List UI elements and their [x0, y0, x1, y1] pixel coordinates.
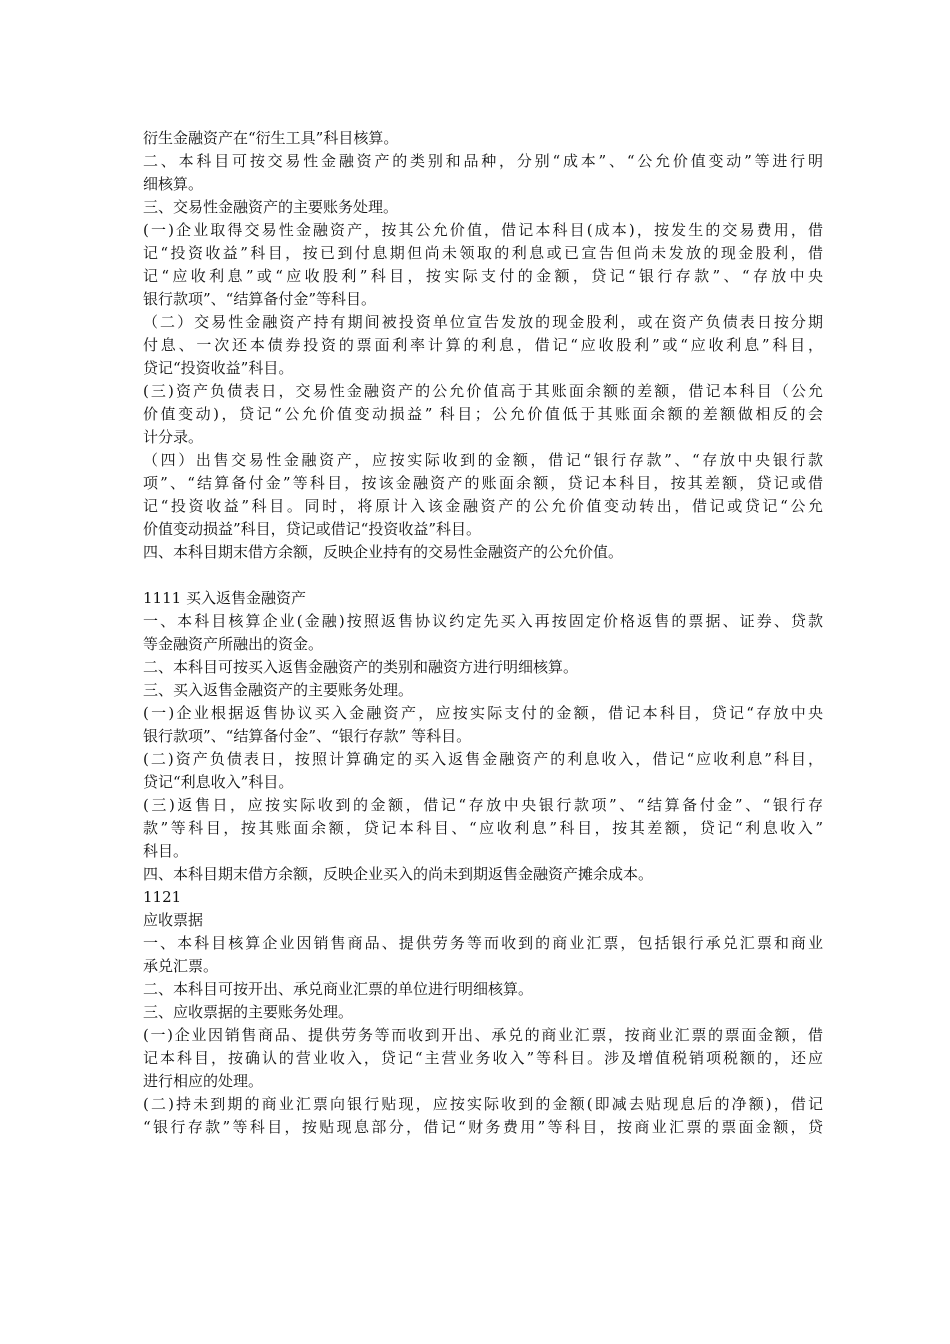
text-line: (二)持未到期的商业汇票向银行贴现，应按实际收到的金额(即减去贴现息后的净额)，借记 — [143, 1095, 823, 1113]
text-line: 记“投资收益”科目。同时，将原计入该金融资产的公允价值变动转出，借记或贷记“公允 — [143, 497, 823, 515]
text-line: 计分录。 — [143, 428, 204, 446]
text-line: 一、本科目核算企业因销售商品、提供劳务等而收到的商业汇票，包括银行承兑汇票和商业 — [143, 934, 823, 952]
text-line: 付息、一次还本债券投资的票面利率计算的利息，借记“应收股利”或“应收利息”科目， — [143, 336, 823, 354]
text-line: 价值变动损益”科目，贷记或借记“投资收益”科目。 — [143, 520, 482, 538]
text-line: 二、本科目可按交易性金融资产的类别和品种，分别“成本”、“公允价值变动”等进行明 — [143, 152, 823, 170]
text-line: (二)资产负债表日，按照计算确定的买入返售金融资产的利息收入，借记“应收利息”科目， — [143, 750, 823, 768]
text-line: 1111 买入返售金融资产 — [143, 589, 306, 607]
text-line: 一、本科目核算企业(金融)按照返售协议约定先买入再按固定价格返售的票据、证券、贷款 — [143, 612, 823, 630]
text-line: 价值变动)，贷记“公允价值变动损益” 科目；公允价值低于其账面余额的差额做相反的会 — [143, 405, 823, 423]
text-line: 进行相应的处理。 — [143, 1072, 264, 1090]
text-line: (一)企业取得交易性金融资产，按其公允价值，借记本科目(成本)，按发生的交易费用，借 — [143, 221, 823, 239]
text-line: 银行款项”、“结算备付金”、“银行存款” 等科目。 — [143, 727, 472, 745]
text-line: 银行款项”、“结算备付金”等科目。 — [143, 290, 377, 308]
text-line: 贷记“利息收入”科目。 — [143, 773, 294, 791]
text-line: 记本科目，按确认的营业收入，贷记“主营业务收入”等科目。涉及增值税销项税额的，还应 — [143, 1049, 823, 1067]
text-line: 承兑汇票。 — [143, 957, 219, 975]
document-body — [143, 127, 823, 1139]
text-line: (三)资产负债表日，交易性金融资产的公允价值高于其账面余额的差额，借记本科目（公允 — [143, 382, 823, 400]
text-line: “银行存款”等科目，按贴现息部分，借记“财务费用”等科目，按商业汇票的票面金额，贷 — [143, 1118, 823, 1136]
text-line: （四）出售交易性金融资产，应按实际收到的金额，借记“银行存款”、“存放中央银行款 — [143, 451, 823, 469]
text-line: 四、本科目期末借方余额，反映企业买入的尚未到期返售金融资产摊余成本。 — [143, 865, 654, 883]
blank-line — [143, 564, 823, 587]
text-line: 细核算。 — [143, 175, 204, 193]
text-line: 三、交易性金融资产的主要账务处理。 — [143, 198, 399, 216]
text-line: 二、本科目可按买入返售金融资产的类别和融资方进行明细核算。 — [143, 658, 579, 676]
text-line: (一)企业因销售商品、提供劳务等而收到开出、承兑的商业汇票，按商业汇票的票面金额，借 — [143, 1026, 823, 1044]
text-line: 科目。 — [143, 842, 189, 860]
text-line: 三、买入返售金融资产的主要账务处理。 — [143, 681, 414, 699]
text-line: (三)返售日，应按实际收到的金额，借记“存放中央银行款项”、“结算备付金”、“银行存 — [143, 796, 823, 814]
text-line: 等金融资产所融出的资金。 — [143, 635, 324, 653]
text-line: (一)企业根据返售协议买入金融资产，应按实际支付的金额，借记本科目，贷记“存放中央 — [143, 704, 823, 722]
text-line: 三、应收票据的主要账务处理。 — [143, 1003, 354, 1021]
text-line: 1121 — [143, 888, 182, 906]
text-line: 款”等科目，按其账面余额，贷记本科目、“应收利息”科目，按其差额，贷记“利息收入” — [143, 819, 823, 837]
text-line: 四、本科目期末借方余额，反映企业持有的交易性金融资产的公允价值。 — [143, 543, 624, 561]
text-line: 应收票据 — [143, 911, 204, 929]
text-line: 衍生金融资产在“衍生工具”科目核算。 — [143, 129, 399, 147]
text-line: （二）交易性金融资产持有期间被投资单位宣告发放的现金股利，或在资产负债表日按分期 — [143, 313, 823, 331]
text-line: 记“应收利息”或“应收股利”科目，按实际支付的金额，贷记“银行存款”、“存放中央 — [143, 267, 823, 285]
text-line: 二、本科目可按开出、承兑商业汇票的单位进行明细核算。 — [143, 980, 534, 998]
text-line: 记“投资收益”科目，按已到付息期但尚未领取的利息或已宣告但尚未发放的现金股利，借 — [143, 244, 823, 262]
text-line: 贷记“投资收益”科目。 — [143, 359, 294, 377]
text-line: 项”、“结算备付金”等科目，按该金融资产的账面余额，贷记本科目，按其差额，贷记或借 — [143, 474, 823, 492]
